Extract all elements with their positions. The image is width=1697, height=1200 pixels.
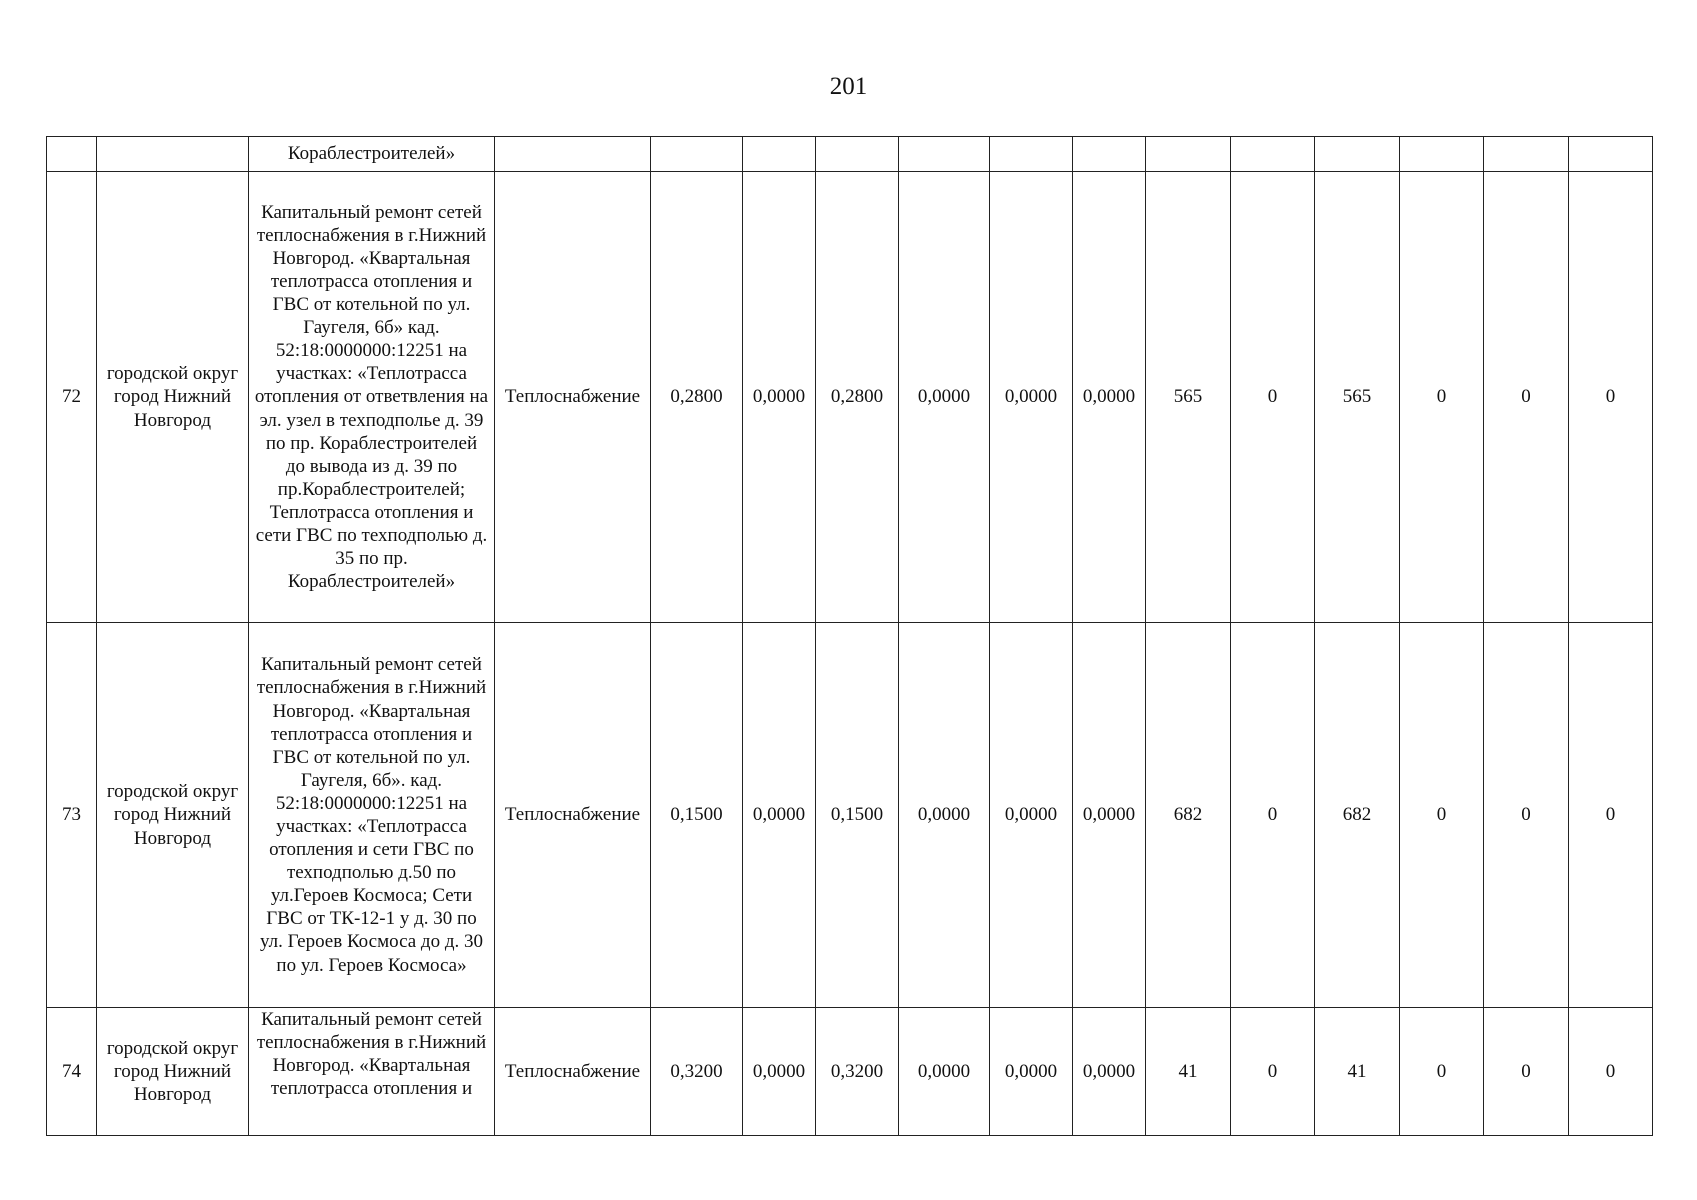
value-cell: 0,0000 xyxy=(990,1008,1073,1136)
description-cell xyxy=(249,1008,495,1136)
value-cell: 0 xyxy=(1569,623,1653,1008)
value-cell: 682 xyxy=(1146,623,1231,1008)
cell-category xyxy=(495,137,651,172)
row-number: 74 xyxy=(47,1008,97,1136)
value-cell: 0 xyxy=(1569,172,1653,623)
value-cell: 565 xyxy=(1315,172,1400,623)
category-cell: Теплоснабжение xyxy=(495,1008,651,1136)
value-cell: 0,0000 xyxy=(990,172,1073,623)
value-cell: 0 xyxy=(1400,172,1484,623)
value-cell: 0,3200 xyxy=(651,1008,743,1136)
cell-value xyxy=(1073,137,1146,172)
value-cell: 0,2800 xyxy=(651,172,743,623)
value-cell: 0 xyxy=(1484,1008,1569,1136)
value-cell: 0,0000 xyxy=(1073,1008,1146,1136)
district-cell: городской округ город Нижний Новгород xyxy=(97,172,249,623)
cell-value xyxy=(1400,137,1484,172)
continuation-row xyxy=(47,137,1653,172)
table-row xyxy=(47,623,1653,1008)
value-cell: 682 xyxy=(1315,623,1400,1008)
value-cell: 0 xyxy=(1569,1008,1653,1136)
cell-description xyxy=(249,137,495,172)
table-row xyxy=(47,172,1653,623)
value-cell: 0,1500 xyxy=(651,623,743,1008)
cell-value xyxy=(990,137,1073,172)
cell-value xyxy=(1315,137,1400,172)
cell-value xyxy=(743,137,816,172)
description-text: Капитальный ремонт сетей теплоснабжения в г.Нижний Новгород. «Квартальная теплотрасса отопления и ГВС от котельной по ул. Гаугеля, 6б». кад. 52:18:0000000:12251 на участках: «Теплотрасса отопления и сети ГВС по техподполью д.50 по ул.Героев Космоса; Сети ГВС от ТК-12-1 у д. 30 по ул. Героев Космоса до д. 30 по ул. Героев Космоса» xyxy=(256,654,487,976)
value-cell: 0,2800 xyxy=(816,172,899,623)
cell-value xyxy=(1231,137,1315,172)
description-cell xyxy=(249,623,495,1008)
value-cell: 0,0000 xyxy=(743,623,816,1008)
category-cell: Теплоснабжение xyxy=(495,172,651,623)
value-cell: 0,0000 xyxy=(899,623,990,1008)
cell-num xyxy=(47,137,97,172)
value-cell: 0 xyxy=(1400,623,1484,1008)
cell-value xyxy=(899,137,990,172)
value-cell: 0,1500 xyxy=(816,623,899,1008)
value-cell: 0,0000 xyxy=(899,1008,990,1136)
cell-value xyxy=(1569,137,1653,172)
cell-value xyxy=(1484,137,1569,172)
row-number: 72 xyxy=(47,172,97,623)
cell-value xyxy=(816,137,899,172)
value-cell: 0,0000 xyxy=(1073,172,1146,623)
category-cell: Теплоснабжение xyxy=(495,623,651,1008)
page-number: 201 xyxy=(829,73,868,100)
value-cell: 0 xyxy=(1231,623,1315,1008)
district-cell: городской округ город Нижний Новгород xyxy=(97,1008,249,1136)
table-row xyxy=(47,1008,1653,1136)
value-cell: 0,3200 xyxy=(816,1008,899,1136)
description-text: Капитальный ремонт сетей теплоснабжения в г.Нижний Новгород. «Квартальная теплотрасса отопления и ГВС от котельной по ул. Гаугеля, 6б» кад. 52:18:0000000:12251 на участках: «Теплотрасса отопления от ответвления на эл. узел в техподполье д. 39 по пр. Кораблестроителей до вывода из д. 39 по пр.Кораблестроителей; Теплотрасса отопления и сети ГВС по техподполью д. 35 по пр. Кораблестроителей» xyxy=(254,201,489,593)
value-cell: 0 xyxy=(1400,1008,1484,1136)
value-cell: 0,0000 xyxy=(1073,623,1146,1008)
district-cell: городской округ город Нижний Новгород xyxy=(97,623,249,1008)
value-cell: 0 xyxy=(1231,172,1315,623)
value-cell: 0 xyxy=(1484,623,1569,1008)
description-text: Капитальный ремонт сетей теплоснабжения в г.Нижний Новгород. «Квартальная теплотрасса отопления и xyxy=(256,1009,487,1100)
row-number: 73 xyxy=(47,623,97,1008)
cell-value xyxy=(651,137,743,172)
value-cell: 0 xyxy=(1231,1008,1315,1136)
value-cell: 0,0000 xyxy=(899,172,990,623)
cell-district xyxy=(97,137,249,172)
description-cell xyxy=(249,172,495,623)
value-cell: 0,0000 xyxy=(990,623,1073,1008)
cell-value xyxy=(1146,137,1231,172)
value-cell: 0,0000 xyxy=(743,172,816,623)
value-cell: 41 xyxy=(1146,1008,1231,1136)
continuation-text: Кораблестроителей» xyxy=(287,143,456,165)
data-table xyxy=(46,136,1653,1136)
value-cell: 0,0000 xyxy=(743,1008,816,1136)
value-cell: 41 xyxy=(1315,1008,1400,1136)
value-cell: 0 xyxy=(1484,172,1569,623)
value-cell: 565 xyxy=(1146,172,1231,623)
